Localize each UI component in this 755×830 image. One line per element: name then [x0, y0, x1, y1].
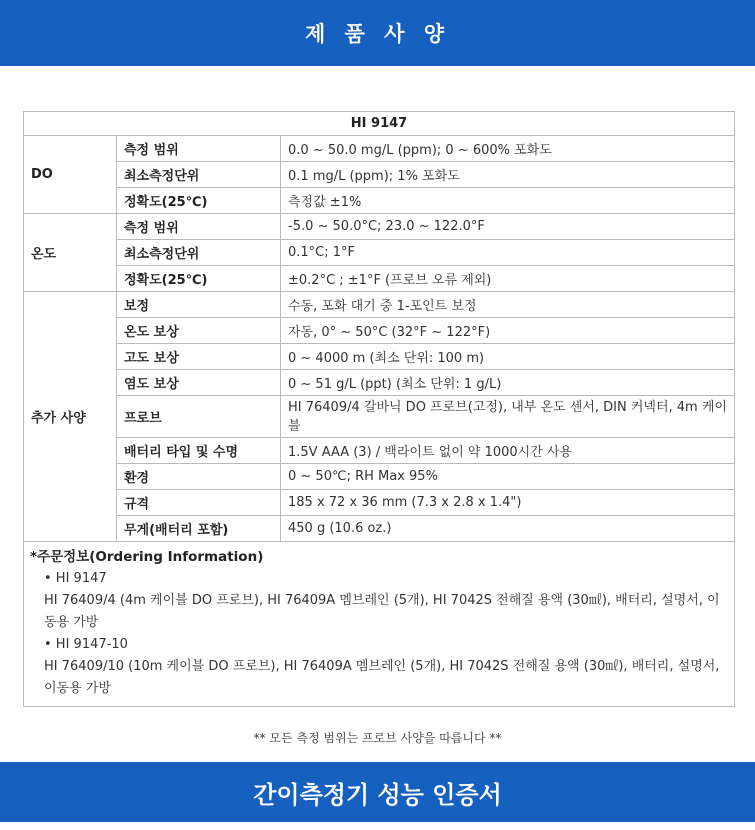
spec-table [23, 111, 735, 707]
ordering-item-name: • HI 9147-10 [44, 637, 128, 652]
category-extra: 추가 사양 [24, 292, 117, 542]
spec-value: 1.5V AAA (3) / 백라이트 없이 약 1000시간 사용 [281, 438, 735, 464]
spec-label: 염도 보상 [117, 370, 281, 396]
spec-label: 고도 보상 [117, 344, 281, 370]
spec-value: 185 x 72 x 36 mm (7.3 x 2.8 x 1.4") [281, 490, 735, 516]
spec-value: -5.0 ~ 50.0°C; 23.0 ~ 122.0°F [281, 214, 735, 240]
spec-label: 배터리 타입 및 수명 [117, 438, 281, 464]
spec-label: 규격 [117, 490, 281, 516]
spec-value: 0 ~ 51 g/L (ppt) (최소 단위: 1 g/L) [281, 370, 735, 396]
ordering-info [24, 542, 735, 707]
spec-value: 자동, 0° ~ 50°C (32°F ~ 122°F) [281, 318, 735, 344]
spec-label: 프로브 [117, 396, 281, 438]
model-header: HI 9147 [24, 112, 735, 136]
header-banner [0, 0, 755, 66]
category-do: DO [24, 136, 117, 214]
footnote: ** 모든 측정 범위는 프로브 사양을 따릅니다 ** [253, 731, 502, 745]
spec-value: 450 g (10.6 oz.) [281, 516, 735, 542]
spec-label: 정확도(25℃) [117, 266, 281, 292]
spec-value: 0.0 ~ 50.0 mg/L (ppm); 0 ~ 600% 포화도 [281, 136, 735, 162]
category-temperature: 온도 [24, 214, 117, 292]
spec-label: 온도 보상 [117, 318, 281, 344]
spec-value: 0.1°C; 1°F [281, 240, 735, 266]
footer-title: 간이측정기 성능 인증서 [253, 780, 502, 809]
spec-value: 0 ~ 4000 m (최소 단위: 100 m) [281, 344, 735, 370]
ordering-item-detail: HI 76409/10 (10m 케이블 DO 프로브), HI 76409A 멤브레인 (5개), HI 7042S 전해질 용액 (30㎖), 배터리, 설명서, 이동용 가방 [44, 659, 720, 696]
spec-label: 측정 범위 [117, 136, 281, 162]
spec-label: 무게(배터리 포함) [117, 516, 281, 542]
spec-value: HI 76409/4 갈바닉 DO 프로브(고정), 내부 온도 센서, DIN 커넥터, 4m 케이블 [281, 396, 735, 438]
header-title: 제 품 사 양 [304, 22, 451, 46]
spec-value: ±0.2°C ; ±1°F (프로브 오류 제외) [281, 266, 735, 292]
spec-label: 최소측정단위 [117, 162, 281, 188]
spec-label: 최소측정단위 [117, 240, 281, 266]
spec-label: 정확도(25℃) [117, 188, 281, 214]
spec-label: 측정 범위 [117, 214, 281, 240]
spec-value: 측정값 ±1% [281, 188, 735, 214]
ordering-title: *주문정보(Ordering Information) [30, 549, 264, 565]
spec-value: 0.1 mg/L (ppm); 1% 포화도 [281, 162, 735, 188]
spec-value: 수동, 포화 대기 중 1-포인트 보정 [281, 292, 735, 318]
spec-value: 0 ~ 50℃; RH Max 95% [281, 464, 735, 490]
ordering-item-name: • HI 9147 [44, 571, 107, 586]
spec-label: 환경 [117, 464, 281, 490]
ordering-item-detail: HI 76409/4 (4m 케이블 DO 프로브), HI 76409A 멤브레인 (5개), HI 7042S 전해질 용액 (30㎖), 배터리, 설명서, 이동용 가방 [44, 593, 720, 630]
footer-banner [0, 762, 755, 822]
spec-label: 보정 [117, 292, 281, 318]
